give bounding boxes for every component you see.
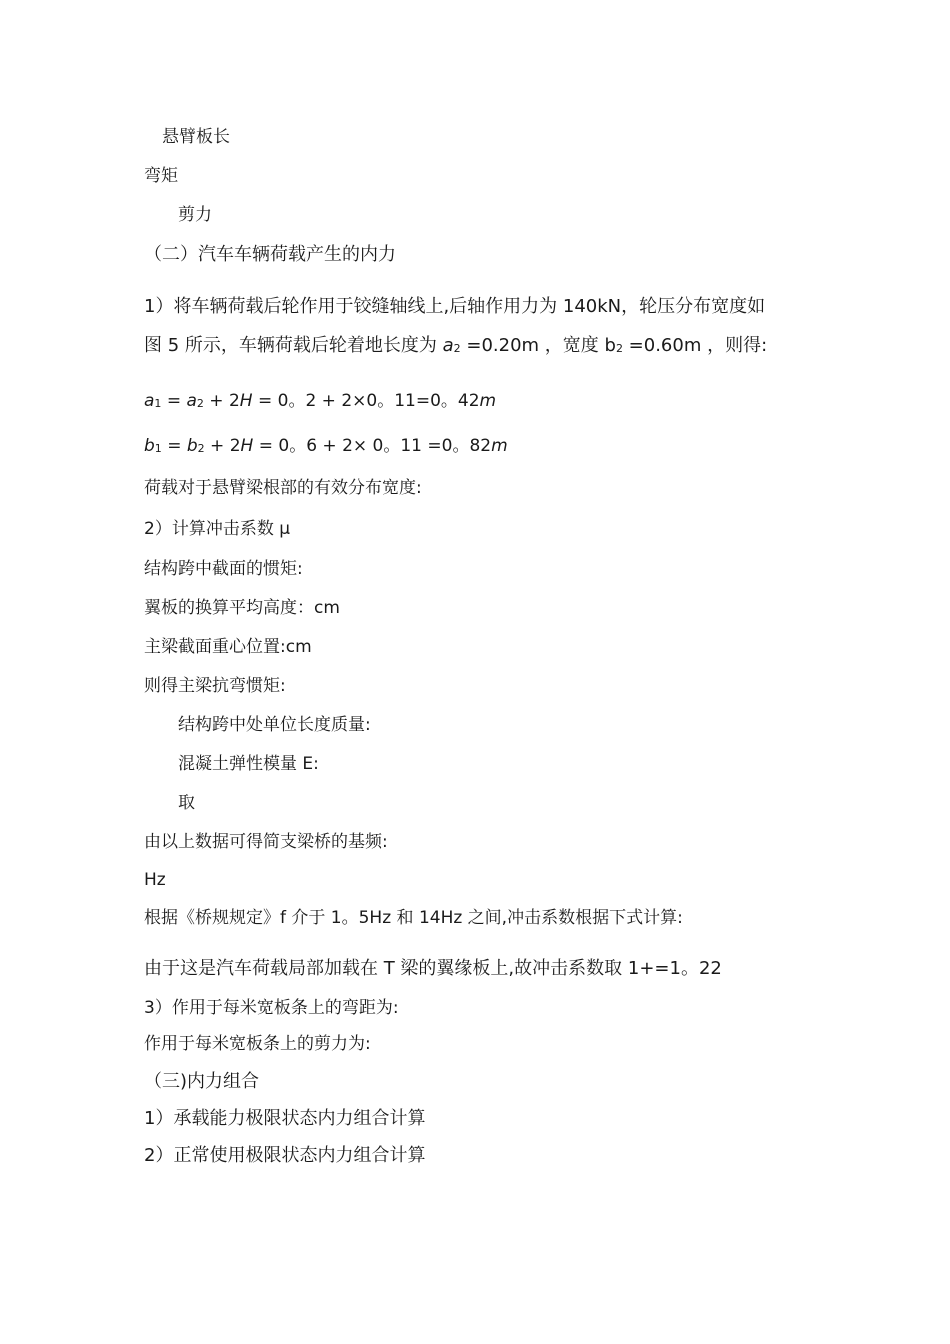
paragraph-rear-axle: 1）将车辆荷载后轮作用于铰缝轴线上,后轴作用力为 140kN，轮压分布宽度如 [144,296,766,317]
subscript: 1 [154,442,162,455]
subscript: 1 [154,397,162,410]
section-heading-combination: （三)内力组合 [144,1071,260,1092]
subscript: 2 [615,342,623,355]
subscript: 2 [453,342,461,355]
text-flange-avg-height: 翼板的换算平均高度：cm [144,598,340,618]
text-serviceability-limit-state: 2）正常使用极限状态内力组合计算 [144,1145,426,1166]
equation-fragment: = 0。2 + 2×0。11=0。42 [252,391,480,411]
text-fragment: 图 5 所示，车辆荷载后轮着地长度为 [144,335,443,356]
text-take: 取 [178,793,195,813]
text-hz-unit: Hz [144,870,166,890]
text-centroid-position: 主梁截面重心位置:cm [144,637,312,657]
text-ultimate-limit-state: 1）承载能力极限状态内力组合计算 [144,1108,426,1129]
math-symbol: a [186,391,197,411]
text-bending-inertia: 则得主梁抗弯惯矩: [144,676,286,696]
text-moment-of-inertia: 结构跨中截面的惯矩: [144,559,303,579]
math-symbol: a [442,335,454,356]
equation-fragment: + 2 [204,436,241,456]
text-shear-force: 剪力 [178,205,212,225]
math-symbol: b [186,436,198,456]
subscript: 2 [197,442,205,455]
paragraph-impact-value: 由于这是汽车荷载局部加载在 T 梁的翼缘板上,故冲击系数取 1+=1。22 [144,958,722,979]
text-code-rule: 根据《桥规规定》f 介于 1。5Hz 和 14Hz 之间,冲击系数根据下式计算: [144,908,683,928]
equation-fragment: + 2 [203,391,240,411]
text-bending-moment: 弯矩 [144,166,178,186]
text-fundamental-frequency: 由以上数据可得简支梁桥的基频: [144,832,388,852]
text-elastic-modulus: 混凝土弹性模量 E: [178,754,319,774]
math-symbol: H [239,391,253,411]
equation-fragment: = 0。6 + 2× 0。11 =0。82 [253,436,492,456]
math-symbol: H [240,436,254,456]
equation-a1 [144,390,496,415]
equation-fragment: = [161,391,187,411]
equation-b1 [144,435,508,460]
text-fragment: =0.60m ，则得: [622,335,768,356]
unit-symbol: m [479,391,497,411]
text-fragment: =0.20m ，宽度 b [460,335,616,356]
text-effective-width: 荷载对于悬臂梁根部的有效分布宽度: [144,478,422,498]
text-moment-per-meter: 3）作用于每米宽板条上的弯距为: [144,998,399,1018]
math-symbol: b [144,436,155,456]
equation-fragment: = [161,436,187,456]
text-unit-mass: 结构跨中处单位长度质量: [178,715,371,735]
text-shear-per-meter: 作用于每米宽板条上的剪力为: [144,1034,371,1054]
text-cantilever-length: 悬臂板长 [162,127,230,147]
text-impact-coefficient: 2）计算冲击系数 μ [144,519,291,539]
section-heading-vehicle-load: （二）汽车车辆荷载产生的内力 [144,244,396,265]
math-symbol: a [144,391,155,411]
subscript: 2 [196,397,204,410]
paragraph-contact-length [144,335,767,360]
unit-symbol: m [491,436,508,456]
